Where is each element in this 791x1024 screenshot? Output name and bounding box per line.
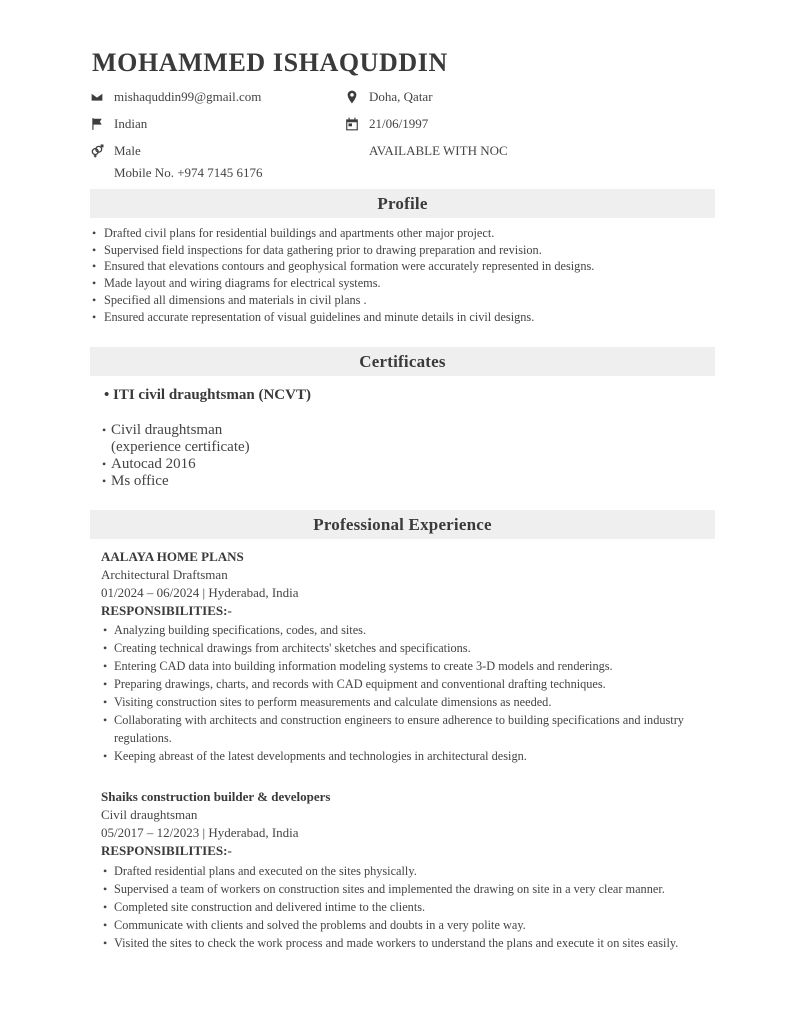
dob-text: 21/06/1997 [369,116,429,131]
profile-item: • Made layout and wiring diagrams for electrical systems. [92,275,594,292]
calendar-icon [345,117,359,131]
nationality-text: Indian [114,116,148,131]
profile-list [92,225,594,325]
job-role: Architectural Draftsman [101,567,228,582]
list-item: • Visited the sites to check the work process and made workers to understand the plans and execute it on sites easily. [103,934,703,952]
list-item: • Collaborating with architects and construction engineers to ensure adherence to building specifications and industry regulations. [103,711,703,747]
availability-text: AVAILABLE WITH NOC [369,143,508,158]
certificate-item [102,422,250,456]
candidate-name: MOHAMMED ISHAQUDDIN [92,48,448,77]
certificate-item-sub: (experience certificate) [111,439,250,455]
profile-title: Profile [377,193,428,213]
job-responsibilities-list [103,862,703,952]
list-item: • Completed site construction and delivered intime to the clients. [103,898,703,916]
job-responsibilities-label: RESPONSIBILITIES:- [101,843,232,858]
profile-section-header [90,189,715,218]
contact-mobile [114,165,263,181]
profile-item: • Ensured accurate representation of visual guidelines and minute details in civil designs. [92,309,594,326]
contact-gender [90,143,141,159]
mobile-text: Mobile No. +974 7145 6176 [114,165,263,180]
email-text: mishaquddin99@gmail.com [114,89,262,104]
envelope-icon [90,90,104,104]
contact-availability [369,143,508,159]
certificate-item-label: Civil draughtsman [111,422,223,438]
experience-title: Professional Experience [313,514,492,534]
list-item: • Preparing drawings, charts, and records with CAD equipment and conventional drafting techniques. [103,675,703,693]
contact-nationality [90,116,147,132]
location-text: Doha, Qatar [369,89,433,104]
certificate-list [102,422,250,490]
list-item: • Communicate with clients and solved the problems and doubts in a very polite way. [103,916,703,934]
map-pin-icon [345,90,359,104]
job-role: Civil draughtsman [101,807,198,822]
list-item: • Creating technical drawings from architects' sketches and specifications. [103,639,703,657]
job-dates: 01/2024 – 06/2024 | Hyderabad, India [101,585,299,600]
job-company: AALAYA HOME PLANS [101,549,244,564]
contact-email [90,89,261,105]
profile-item: • Ensured that elevations contours and geophysical formation were accurately represented in designs. [92,258,594,275]
experience-section-header [90,510,715,539]
list-item: • Keeping abreast of the latest developments and technologies in architectural design. [103,747,703,765]
certificates-title: Certificates [359,351,446,371]
profile-item: • Specified all dimensions and materials in civil plans . [92,292,594,309]
list-item: • Analyzing building specifications, codes, and sites. [103,621,703,639]
list-item: • Drafted residential plans and executed on the sites physically. [103,862,703,880]
contact-location [345,89,433,105]
job-responsibilities-list [103,621,703,765]
gender-icon [90,144,104,158]
list-item: • Visiting construction sites to perform measurements and calculate dimensions as needed. [103,693,703,711]
certificate-item: • Ms office [102,473,250,490]
profile-item: • Supervised field inspections for data gathering prior to drawing preparation and revision. [92,242,594,259]
list-item: • Supervised a team of workers on construction sites and implemented the drawing on site in a very clear manner. [103,880,703,898]
list-item: • Entering CAD data into building information modeling systems to create 3-D models and renderings. [103,657,703,675]
flag-icon [90,117,104,131]
job-dates: 05/2017 – 12/2023 | Hyderabad, India [101,825,299,840]
gender-text: Male [114,143,141,158]
profile-item: • Drafted civil plans for residential buildings and apartments other major project. [92,225,594,242]
certificates-section-header [90,347,715,376]
job-responsibilities-label: RESPONSIBILITIES:- [101,603,232,618]
certificate-main: • ITI civil draughtsman (NCVT) [104,387,311,403]
contact-dob [345,116,428,132]
certificate-item: • Autocad 2016 [102,456,250,473]
job-company: Shaiks construction builder & developers [101,789,331,804]
